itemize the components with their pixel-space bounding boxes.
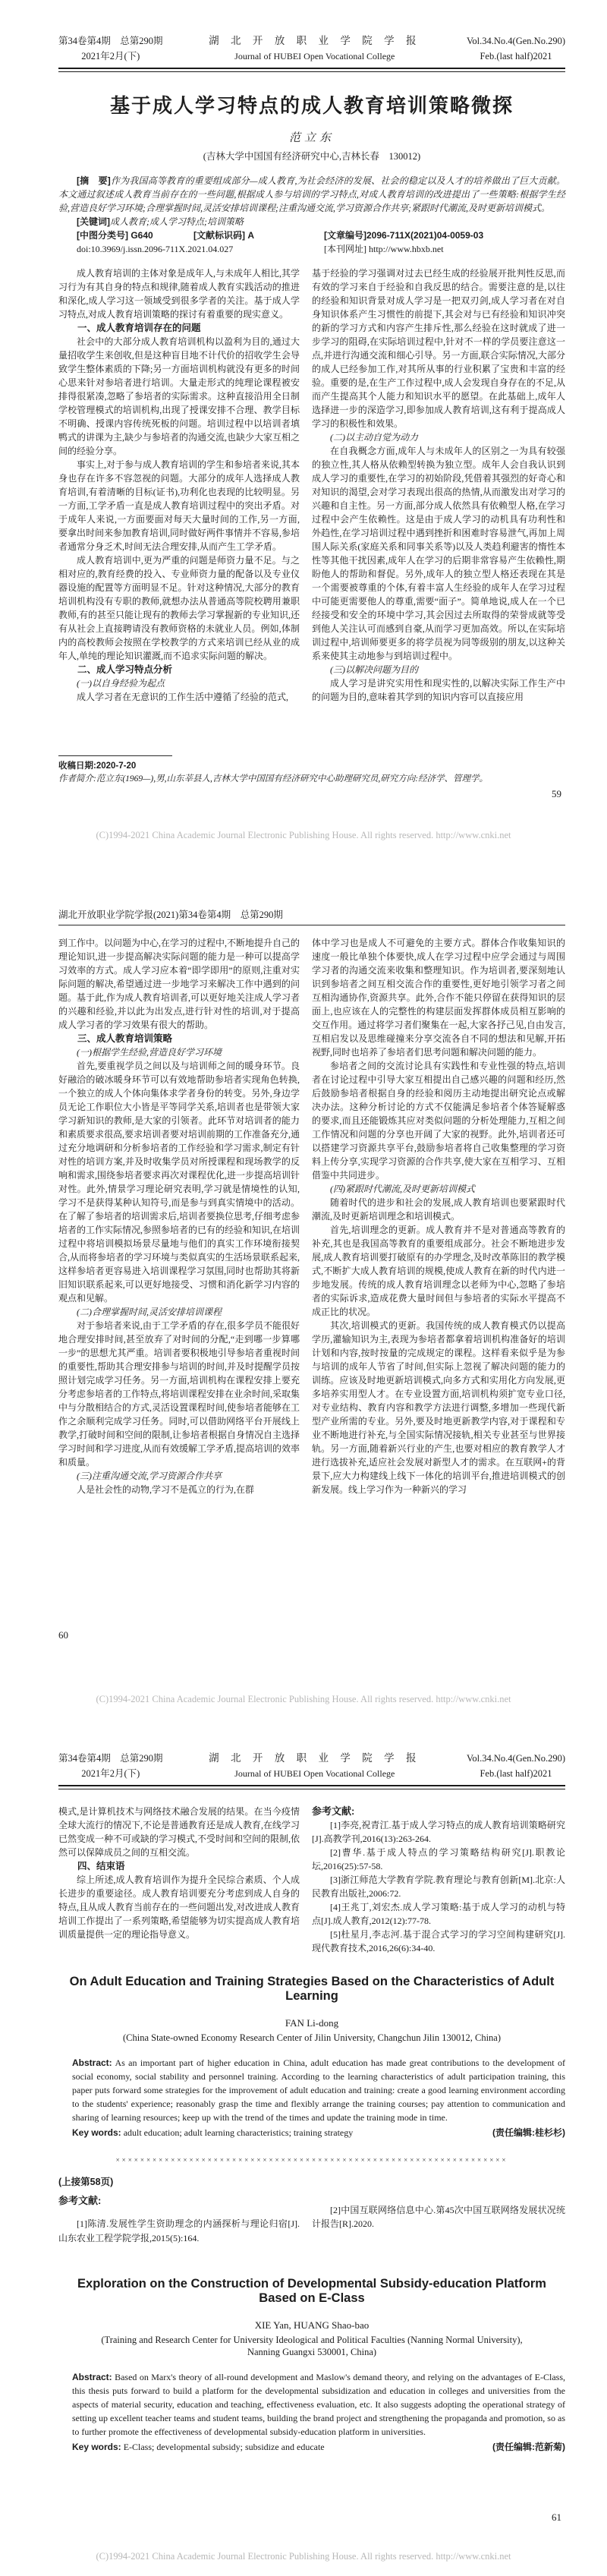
header-left xyxy=(58,1751,163,1781)
page3-column-right references xyxy=(312,1805,565,1955)
body-paragraph: 到工作中。以问题为中心,在学习的过程中,不断地提升自己的理论知识,进一步提高解决实际问题的能力是一种可以提高学习效率的方式。成人学习应本着“即学即用”的原则,注重对实际问题的解决,希望通过进一步地学习来解决工作中遇到的问题。基于此,作为成人教育培训者,可以更好地关注成人学习者的兴趣和经验,并以此为出发点,进行针对性的培训,对于提高成人学习者的学习效果有很大的帮助。 xyxy=(58,938,300,1030)
subsection-heading: (四)紧跟时代潮流,及时更新培训模式 xyxy=(330,1184,475,1194)
english-keywords-2-text: E-Class; developmental subsidy; subsidize and educate xyxy=(123,2442,325,2452)
english-keywords-line-2 xyxy=(72,2440,565,2454)
journal-website: [本刊网址] http://www.hbxb.net xyxy=(324,243,444,254)
subsection-heading: (三)以解决问题为目的 xyxy=(330,664,418,675)
page-number: 59 xyxy=(552,788,561,799)
body-paragraph: 成人学习是讲究实用性和现实性的,以解决实际工作生产中的问题为目的,意味着其学到的知识内容可以直接应用 xyxy=(312,677,565,702)
section-heading: 三、成人教育培训策略 xyxy=(77,1033,173,1044)
english-abstract-2-text: Based on Marx's theory of all-round development and Maslow's demand theory, and relying on the advantages of E-Class, this thesis puts forward to build a platform for the developmental subsidization and education in colleges and universities from the aspects of material security, education and teaching, effectiveness evaluation, etc. It also suggests adopting the operational strategy of setting up excellent teacher teams and student teams, building the brand project and strengthening the propaganda and promotion, so as to further promote the effectiveness of developmental subsidy-education platform in universities. xyxy=(72,2372,565,2437)
abstract-block xyxy=(58,174,565,256)
english-affiliation-2-line2: Nanning Guangxi 530001, China) xyxy=(247,2347,377,2357)
date-cn: 2021年2月(下) xyxy=(81,51,140,61)
header-double-rule xyxy=(58,1785,565,1789)
reference-item: [1]陈清.发展性学生资助理念的内涵探析与理论归宿[J].山东农业工程学院学报,2015(5):164. xyxy=(58,2218,300,2243)
continued-from-label: (上接第58页) xyxy=(58,2176,114,2187)
references-title: 参考文献: xyxy=(312,1805,355,1817)
body-paragraph: 人是社会性的动物,学习不是孤立的行为,在群 xyxy=(77,1484,255,1495)
section-heading: 四、结束语 xyxy=(77,1860,125,1871)
body-paragraph: 随着时代的进步和社会的发展,成人教育培训也要紧跟时代潮流,及时更新培训理念和培训模式。 xyxy=(312,1197,565,1222)
classification-line xyxy=(58,229,565,242)
volume-info-cn: 第34卷第4期 总第290期 xyxy=(58,36,163,46)
english-authors-2: XIE Yan, HUANG Shao-bao xyxy=(254,2319,370,2331)
reference-item: [5]杜星月,李志河.基于混合式学习的学习空间构建研究[J].现代教育技术,2016,26(6):34-40. xyxy=(312,1928,565,1953)
page1-column-left xyxy=(58,266,300,704)
journal-header xyxy=(58,1717,565,1781)
english-abstract xyxy=(72,2056,565,2124)
footnote-rule xyxy=(58,755,172,756)
continued-refs-left xyxy=(58,2194,300,2255)
doi-line xyxy=(58,242,565,256)
decorative-separator: ×××××××××××××××××××××××××××××××××××××××××××××××××××××××××××××××× xyxy=(115,2155,508,2164)
running-head: 湖北开放职业学院学报(2021)第34卷第4期 总第290期 xyxy=(58,910,283,920)
journal-name-en: Journal of HUBEI Open Vocational College xyxy=(234,51,395,61)
english-author: FAN Li-dong xyxy=(285,2016,339,2029)
english-keywords-line xyxy=(72,2126,565,2139)
header-right xyxy=(467,1751,565,1781)
page1-column-right xyxy=(312,266,565,704)
english-keywords-2 xyxy=(72,2440,325,2454)
english-abstract-2-label: Abstract: xyxy=(72,2372,112,2382)
author-name-cn: 范立东 xyxy=(288,131,335,144)
doi: doi:10.3969/j.issn.2096-711X.2021.04.027 xyxy=(77,243,234,254)
body-paragraph: 基于经验的学习强调对过去已经生成的经验展开批判性反思,而有效的学习来自于经验和自我反思的结合。需要注意的是,以往的经验和知识背景对成人学习是一把双刃剑,成人学习者在对自身知识体系产生习惯性的前提下,其会对与已有经验和知识冲突的新的学习方式和内容产生排斥性,那么经验在这时就成了进一步学习的阻碍,在实际培训过程中,针对不一样的学员要注意这一点,并进行沟通交流和细心引导。另一方面,联合实际情况,大部分的成人已经参加工作,对其所从事的行业积累了宝贵和丰富的经验。重要的是,在生产工作过程中,成人会发现自身存在的不足,从而产生提高其个人能力和知识水平的愿望。在此基础上,成年人选择进一步的深造学习,即参加成人教育培训,这有利于提高成人学习的积极性和效果。 xyxy=(312,267,565,429)
received-date xyxy=(58,760,565,773)
body-paragraph: 事实上,对于参与成人教育培训的学生和参培者来说,其本身也存在许多不容忽视的问题。大部分的成年人选择成人教育培训,有着清晰的目标(证书),功利化也表现的比较明显。另一方面,工学矛盾一直是成人教育培训过程中的突出矛盾。对于成年人来说,一方面要面对每天大量时间的工作,另一方面,要拿出时间来参加教育培训,同时做好两件事情并不容易,参培者通常分身乏术,时间无法合理安排,从而产生工学矛盾。 xyxy=(58,459,300,552)
english-abstract-text: As an important part of higher education in China, adult education has made great contributions to the development of social economy, social stability and personnel training. According to the learning characteristics of adult participation training, this paper puts forward some strategies for the improvement of adult education and training: create a good learning environment according to the students' experience; reasonably grasp the time and flexibly arrange the training courses; pay attention to communication and sharing of learning resources; keep up with the trend of the times and update the training mode in time. xyxy=(72,2057,565,2123)
copyright-line: (C)1994-2021 China Academic Journal Electronic Publishing House. All rights reserved. http://www.cnki.net xyxy=(96,1694,511,1704)
date-cn: 2021年2月(下) xyxy=(81,1768,140,1779)
body-paragraph: 社会中的大部分成人教育培训机构以盈利为目的,通过大量招收学生来创收,但是这种盲目地不计代价的招收学生会导致学生整体素质的下降;另一方面培训机构就没有更多的时间心思来针对参培者进行培训。大量走形式的纯理论课程被安排得很紧凑,忽略了参培者的实际需求。这种直接沿用全日制学校管理模式的培训机构,出现了授课安排不合理、教学目标不明确、授课内容传统死板的问题。培训过程中以培训者填鸭式的讲课为主,缺少与参培者的沟通交流,也缺少大家互相之间的经验分享。 xyxy=(58,336,300,456)
reference-item: [3]浙江师范大学教育学院.教育理论与教育创新[M].北京:人民教育出版社,2006:72. xyxy=(312,1874,565,1899)
body-paragraph: 模式,是计算机技术与网络技术融合发展的结果。在当今疫情全球大流行的情况下,不论是普通教育还是成人教育,在线学习已然变成一种不可或缺的学习模式,不受时间和空间的限制,依然可以保障成员之间的互相交流。 xyxy=(58,1805,300,1858)
header-left xyxy=(58,33,163,64)
page-number: 61 xyxy=(552,2511,561,2523)
copyright-line: (C)1994-2021 China Academic Journal Electronic Publishing House. All rights reserved. http://www.cnki.net xyxy=(96,830,511,840)
page-2 xyxy=(0,859,607,1717)
reference-item: [2]中国互联网络信息中心.第45次中国互联网络发展状况统计报告[R].2020. xyxy=(312,2204,565,2229)
references-title: 参考文献: xyxy=(58,2194,102,2206)
body-paragraph: 其次,培训模式的更新。我国传统的成人教育模式仍以提高学历,灌输知识为主,表现为参培者都拿着培训机构准备好的培训计划和内容,按时按量的完成规定的课程。这样看来似乎是为参与培训的成年人节省了时间,但实际上忽视了解决问题的能力的训练。应该及时地更新培训模式,向多方式和实用化方向发展,更多培养实用型人才。在专业设置方面,培训机构须扩宽专业口径,对专业结构、教育内容和教学方法进行调整,多增加一些现代新型产业所需的专业。另外,要及时地更新教学内容,对于课程和专业不断地进行补充,与全国实际情况接轨,相关专业甚至与世界接轨。另一方面,随着新兴行业的产生,也要对相应的教育教学人才进行选拔补充,适应社会发展对新型人才的需求。在互联网+的背景下,应大力构建线上线下一体化的培训平台,推进培训模式的创新发展。线上学习作为一种新兴的学习 xyxy=(312,1320,565,1495)
page-1 xyxy=(0,0,607,859)
header-double-rule xyxy=(58,68,565,72)
reference-item: [1]李亮,祝青江.基于成人学习特点的成人教育培训策略研究[J].高教学刊,2016(13):263-264. xyxy=(312,1819,565,1844)
page2-body xyxy=(58,936,565,1496)
received-date-text: 收稿日期:2020-7-20 xyxy=(58,761,137,771)
page2-column-right xyxy=(312,936,565,1496)
continued-refs-right xyxy=(312,2194,565,2255)
english-title: On Adult Education and Training Strategies Based on the Characteristics of Adult Learning xyxy=(69,1974,555,2003)
body-paragraph: 成人教育培训中,更为严重的问题是师资力量不足。与之相对应的,教育经费的投入、专业师资力量的配备以及专业仪器设施的配置等方面明显不足。针对这种情况,大部分的教育培训机构没有专职的教师,就想办法从普通高等院校聘用兼职教师,有的甚至只能让现有的教师去学习掌握新的专业知识,还有从社会上直接聘请没有教师资格的未就业人员。例如,体制内的高校教师会按照在学校教学的方式来培训已经从业的成年人,单纯的理论知识灌溉,而不追求实际问题的解决。 xyxy=(58,554,300,661)
editor-credit: (责任编辑:桂杉杉) xyxy=(492,2127,565,2138)
body-paragraph: 成人学习者在无意识的工作生活中遵循了经验的范式, xyxy=(77,691,289,702)
body-paragraph: 综上所述,成人教育培训作为提升全民综合素质、个人成长进步的重要途径。成人教育培训要充分考虑到成人自身的特点,且从成人教育当前存在的一些问题出发,对改进成人教育培训工作提出了一系列策略,希望能够为切实提高成人教育培训质量提供一定的理论指导意义。 xyxy=(58,1874,300,1940)
subsection-heading: (三)注重沟通交流,学习资源合作共享 xyxy=(77,1471,222,1481)
continued-references xyxy=(58,2194,565,2255)
author-bio: 作者简介:范立东(1969—),男,山东莘县人,吉林大学中国国有经济研究中心助理研究员,研究方向:经济学、管理学。 xyxy=(58,774,489,784)
volume-info-en: Vol.34.No.4(Gen.No.290) xyxy=(467,36,565,46)
body-paragraph: 成人教育培训的主体对象是成年人,与未成年人相比,其学习行为有其自身的特点和规律,随着成人教育实践活动的推进和深化,成人学习这一领域受到很多学者的关注。基于成人学习特点,对成人教育培训策略的探讨有着重要的现实意义。 xyxy=(58,267,300,320)
article-title-cn: 基于成人学习特点的成人教育培训策略微探 xyxy=(109,93,514,117)
abstract-label: [摘 要] xyxy=(77,175,111,186)
body-paragraph: 对于参培者来说,由于工学矛盾的存在,很多学员不能很好地合理安排时间,甚至放弃了对时间的分配,“走到哪一步算哪一步”的思想尤其严重。培训者要积极地引导参培者重视时间的重要性,帮助其合理安排参与培训的时间,并及时提醒学员按照计划完成学习任务。另一方面,培训机构在课程安排上要充分考虑参培者的工作特点,将培训课程安排在业余时间,采取集中与分散相结合的方式,灵活设置课程时间,使参培者能够在工作之余顺利完成学习任务。同时,可以借助网络平台开展线上教学,打破时间和空间的限制,让参培者根据自身情况自主选择学习时间和学习进度,从而有效缓解工学矛盾,提高培训的效率和质量。 xyxy=(58,1320,300,1468)
clc-number: [中图分类号] G640 xyxy=(77,229,153,241)
subsection-heading: (一)以自身经验为起点 xyxy=(77,677,165,689)
section-heading: 一、成人教育培训存在的问题 xyxy=(77,322,201,333)
page2-column-left xyxy=(58,936,300,1496)
subsection-heading: (二)以主动自觉为动力 xyxy=(330,431,418,443)
page1-body xyxy=(58,266,565,704)
abstract-cn xyxy=(58,174,565,215)
header-center xyxy=(209,1751,420,1781)
volume-info-cn: 第34卷第4期 总第290期 xyxy=(58,1753,163,1764)
keywords-cn xyxy=(58,215,565,229)
english-title-2: Exploration on the Construction of Developmental Subsidy-education Platform Based on E-Class xyxy=(77,2277,546,2305)
header-center xyxy=(209,33,420,64)
section-heading: 二、成人学习特点分析 xyxy=(77,664,173,675)
keywords-text: 成人教育;成人学习特点;培训策略 xyxy=(110,216,244,227)
body-paragraph: 首先,培训理念的更新。成人教育并不是对普通高等教育的补充,其也是我国高等教育的重要组成部分。社会不断地进步发展,成人教育培训要打破原有的办学理念,及时改革陈旧的教学模式,不断扩大成人教育培训的规模,使成人教育在新的时代内进一步地发展。传统的成人教育培训理念以老师为中心,忽略了参培者的实际诉求,造成花费大量时间但与参培者的实际水平提高不成正比的状况。 xyxy=(312,1225,565,1317)
english-keywords-text: adult education; adult learning characteristics; training strategy xyxy=(123,2127,354,2138)
page3-body xyxy=(58,1805,565,1955)
document-code: [文献标识码] A xyxy=(193,229,254,241)
reference-item: [2]曹华.基于成人特点的学习策略结构研究[J].职教论坛,2016(25):57-58. xyxy=(312,1846,565,1871)
journal-header xyxy=(58,0,565,64)
copyright-line: (C)1994-2021 China Academic Journal Electronic Publishing House. All rights reserved. http://www.cnki.net xyxy=(96,2551,511,2562)
english-affiliation-2-line1: (Training and Research Center for University Ideological and Political Faculties (Nanning Normal University), xyxy=(101,2335,523,2345)
english-keywords-2-label: Key words: xyxy=(72,2442,121,2452)
page3-column-left xyxy=(58,1805,300,1955)
english-affiliation: (China State-owned Economy Research Center of Jilin University, Changchun Jilin 130012, China) xyxy=(122,2032,502,2043)
article-id: [文章编号]2096-711X(2021)04-0059-03 xyxy=(324,229,484,241)
body-paragraph: 首先,要重视学员之间以及与培训师之间的暖身环节。良好融洽的破冰暖身环节可以有效地帮助参培者实现角色转换,一个独立的成人个体向集体求学者身份的转变。另外,身边学员无论工作职位大小皆是平等同学关系,培训者也是带领大家学习新知识的教师,是大家的引领者。此环节对培训者的能力和素质要求很高,要求培训者要对培训前期的工作准备充分,通过充分地调研和分析参培者的工作经验和学习需求,制定有针对性的培训方案,并及时收集学员对所授课程和现场教学的反响和需求,围绕参培者要求再次对课程优化,进一步提高培训针对性。此外,情景学习理论研究表明,学习就是情境性的认知,学习不是获得某种认知符号,而是参与到真实情境中的活动。在了解了参培者的培训需求后,培训者要换位思考,仔细考虑参培者的工作实际情况,参照参培者的已有的经验和知识,在培训过程中将培训模拟场景尽量地与他们的真实工作环境衔接契合,从而将参培者的学习环境与类似真实的生活场景联系起来,这样参培者更容易进入培训课程学习氛围,同时也帮助其将新旧知识联系起来,可以更好地接受、习惯和消化新学习内容的观点和见解。 xyxy=(58,1061,300,1304)
english-abstract-2 xyxy=(72,2370,565,2439)
journal-name-cn: 湖 北 开 放 职 业 学 院 学 报 xyxy=(209,35,421,46)
abstract-text: 作为我国高等教育的重要组成部分—成人教育,为社会经济的发展、社会的稳定以及人才的培养做出了巨大贡献。本文通过叙述成人教育当前存在的一些问题,根据成人参与培训的学习特点,对成人教育培训的改进提出了一些策略:根据学生经验,营造良好学习环境;合理掌握时间,灵活安排培训课程;注重沟通交流,学习资源合作共享;紧跟时代潮流,及时更新培训模式。 xyxy=(58,175,565,213)
english-keywords xyxy=(72,2126,353,2139)
page-3 xyxy=(0,1717,607,2576)
english-abstract-label: Abstract: xyxy=(72,2057,112,2068)
body-paragraph: 体中学习也是成人不可避免的主要方式。群体合作收集知识的速度一般比单独个体要快,成人在学习过程中应学会通过与周围学习者的沟通交流来收集和整理知识。作为培训者,要深刻地认识到参培者之间互相交流合作的重要性,更好地引领学习者之间互相沟通协作,资源共享。此外,合作不能只停留在获得知识的层面上,也应该在人的完整性的构建层面发挥群体成员相互影响的交互作用。通过将学习者们聚集在一起,大家各抒己见,自由发言,互相启发以及思维碰撞来分享交流各自不同的想法和见解,开拓视野,同时也培养了参培者们思考问题和解决问题的能力。 xyxy=(312,938,565,1058)
author-affiliation-cn: (吉林大学中国国有经济研究中心,吉林长春 130012) xyxy=(203,150,421,162)
footnote-block xyxy=(58,755,565,786)
keywords-label: [关键词] xyxy=(77,216,110,227)
date-en: Feb.(last half)2021 xyxy=(480,51,552,61)
subsection-heading: (二)合理掌握时间,灵活安排培训课程 xyxy=(77,1307,222,1317)
date-en: Feb.(last half)2021 xyxy=(480,1768,552,1779)
body-paragraph: 在自我概念方面,成年人与未成年人的区别之一为具有较强的独立性,其人格从依赖型转换为独立型。成年人会自我认识到成人学习的重要性,在学习的初始阶段,凭借着其强烈的好奇心和对知识的渴望,会对学习表现出很高的热情,从而激发出对学习的兴趣和自主性。另一方面,部分成人依然具有依赖型人格,在学习过程中会产生依赖性。这是由于成人学习的动机具有功利性和外趋性,在学习培训过程中遇到挫折和困难时容易泄气,再加上周围人际关系(家庭关系和同事关系等)以及人类趋利避害的惰性本性等其他干扰因素,成年人在学习的后期非常容易产生依赖性,期盼他人的帮助和督促。另外,成年人的独立型人格还表现在其是一个需要被尊重的个体,有着丰富人生经验的成年人在学习过程中可能更需要他人的尊重,需要“面子”。简单地说,成人在一个已经接受和安全的环境中学习,其会因过去所取得的荣誉成就等受到他人关注认可而感到自豪,从而学习更加高效。所以,在实际培训过程中,培训师要更多的将学员视为同等级别的朋友,以这种关系来使其主动地参与到培训过程中。 xyxy=(312,445,565,661)
volume-info-en: Vol.34.No.4(Gen.No.290) xyxy=(467,1753,565,1764)
page-number: 60 xyxy=(58,1629,68,1641)
journal-name-cn: 湖 北 开 放 职 业 学 院 学 报 xyxy=(209,1752,421,1764)
header-right xyxy=(467,33,565,64)
journal-name-en: Journal of HUBEI Open Vocational College xyxy=(234,1768,395,1779)
body-paragraph: 参培者之间的交流讨论具有实践性和专业性强的特点,培训者在讨论过程中引导大家互相提出自己感兴趣的问题和经历,然后鼓励参培者根据自身的经验和阅历主动地提出研究论点或解决办法。这种分析讨论的方式不仅能满足参培者个体答疑解惑的要求,而且还能锻炼其应对类似问题的分析处理能力,互相之间工作情况和问题的分享也开阔了大家的视野。此外,培训者还可以搭建学习资源共享平台,鼓励参培者将自己收集整理的学习资料上传分享,实现学习资源的合作共享,使大家在互相学习、互相借鉴中共同进步。 xyxy=(312,1061,565,1181)
reference-item: [4]王兆丁,刘宏杰.成人学习策略:基于成人学习的动机与特点[J].成人教育,2012(12):77-78. xyxy=(312,1901,565,1926)
subsection-heading: (一)根据学生经验,营造良好学习环境 xyxy=(77,1047,222,1058)
english-keywords-label: Key words: xyxy=(72,2127,121,2138)
editor-credit-2: (责任编辑:范新菊) xyxy=(492,2442,565,2452)
